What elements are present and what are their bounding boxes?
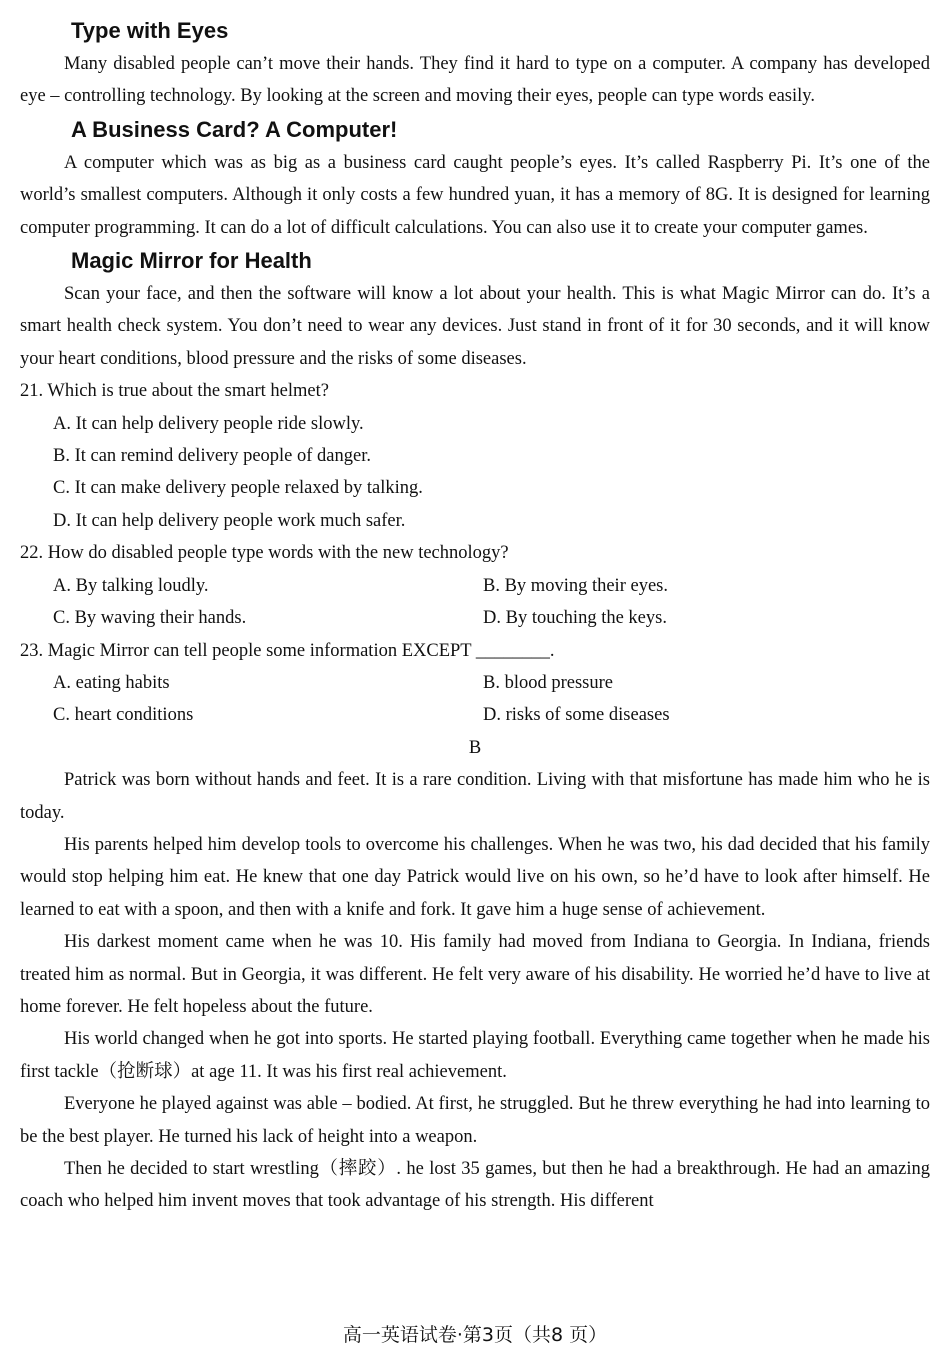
option-c: C. It can make delivery people relaxed by talking. [53,478,423,499]
passage-paragraph: His darkest moment came when he was 10. His family had moved from Indiana to Georgia. In Indiana, friends treated him as normal. But in Georgia, it was different. He felt very aware of his disability. He worried he’d have to live at home forever. He felt hopeless about the future. [20,932,930,1017]
option-c: C. By waving their hands. [53,608,247,629]
passage-paragraph: Everyone he played against was able – bodied. At first, he struggled. But he threw everything he had into learning to be the best player. He turned his lack of height into a weapon. [20,1094,930,1147]
option-b: B. blood pressure [483,672,613,693]
question-22 [20,537,930,634]
question-stem: 23. Magic Mirror can tell people some information EXCEPT ________. [20,640,555,661]
exam-page [20,14,930,1218]
passage-paragraph: Patrick was born without hands and feet. It is a rare condition. Living with that misfortune has made him who he is today. [20,770,930,823]
option-a: A. It can help delivery people ride slowly. [53,413,364,434]
option-d: D. By touching the keys. [483,608,667,629]
passage-paragraph: His world changed when he got into sports. He started playing football. Everything came together when he made his first tackle（抢断球）at age 11. It was his first real achievement. [20,1029,930,1082]
question-stem: 21. Which is true about the smart helmet? [20,381,329,402]
question-21 [20,375,930,537]
option-d: D. It can help delivery people work much safer. [53,510,406,531]
option-b: B. It can remind delivery people of danger. [53,446,371,467]
option-a: A. eating habits [53,672,170,693]
page-footer: 高一英语试卷·第3页（共8 页） [342,1324,608,1346]
option-b: B. By moving their eyes. [483,575,668,596]
article-title-magic-mirror: Magic Mirror for Health [71,248,312,274]
question-23 [20,635,930,732]
passage-paragraph: Then he decided to start wrestling（摔跤）. he lost 35 games, but then he had a breakthrough. He had an amazing coach who helped him invent moves that took advantage of his strength. His different [20,1159,930,1212]
passage-paragraph: His parents helped him develop tools to overcome his challenges. When he was two, his dad decided that his family would stop helping him eat. He knew that one day Patrick would live on his own, so he’d have to look after himself. He learned to eat with a spoon, and then with a knife and fork. It gave him a huge sense of achievement. [20,834,930,920]
section-label: B [468,737,482,758]
option-c: C. heart conditions [53,705,194,726]
article-text-type-with-eyes: Many disabled people can’t move their hands. They find it hard to type on a computer. A company has developed eye – controlling technology. By looking at the screen and moving their eyes, people can type words easily. [20,54,930,107]
option-d: D. risks of some diseases [483,705,670,726]
article-text-magic-mirror: Scan your face, and then the software will know a lot about your health. This is what Magic Mirror can do. It’s a smart health check system. You don’t need to wear any devices. Just stand in front of it for 30 seconds, and it will know your heart conditions, blood pressure and the risks of some diseases. [20,284,930,369]
option-a: A. By talking loudly. [53,575,209,596]
question-stem: 22. How do disabled people type words with the new technology? [20,543,509,564]
article-title-type-with-eyes: Type with Eyes [71,18,229,43]
article-text-business-card: A computer which was as big as a business card caught people’s eyes. It’s called Raspberry Pi. It’s one of the world’s smallest computers. Although it only costs a few hundred yuan, it has a memory of 8G. It is designed for learning computer programming. It can do a lot of difficult calculations. You can also use it to create your computer games. [20,152,930,238]
article-title-business-card: A Business Card? A Computer! [71,116,398,142]
